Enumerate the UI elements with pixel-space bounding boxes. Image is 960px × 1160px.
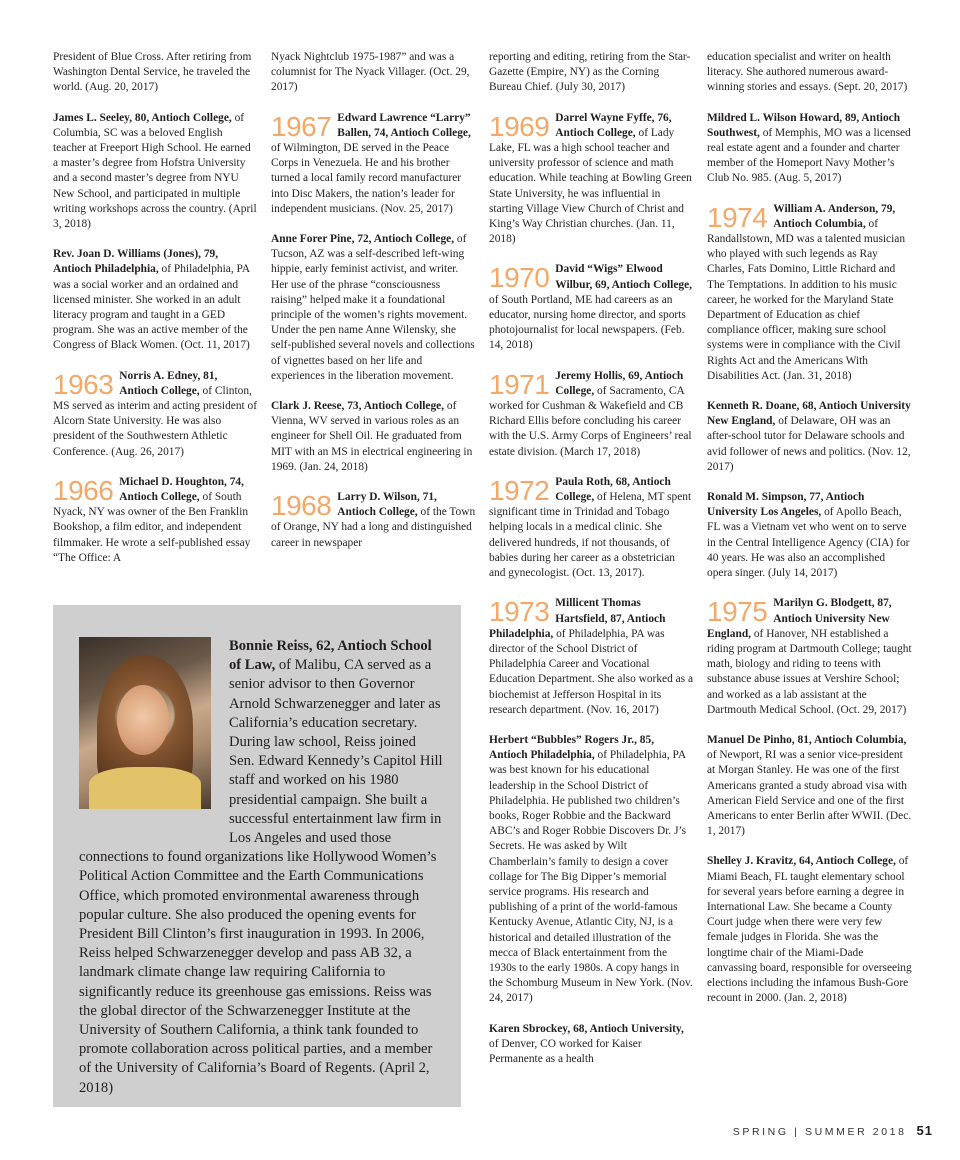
obituary-entry — [489, 1022, 694, 1068]
obituary-text: of South Portland, ME had careers as an educator, nursing home director, and sports photojournalist for local newspapers. (Feb. 14, 2018) — [489, 293, 686, 352]
obituary-name: Norris A. Edney, 81, Antioch College, — [119, 369, 218, 397]
obituary-entry — [271, 399, 476, 475]
obituary-text: of Sacramento, CA worked for Cushman & Wakefield and CB Richard Ellis before concluding his career with the U.S. Army Corps of Engineers’ real estate division. (March 17, 2018) — [489, 384, 692, 458]
obituary-text: of South Nyack, NY was owner of the Ben Franklin Bookshop, a film editor, and independent filmmaker. He wrote a self-published essay “The Office: A — [53, 491, 251, 564]
obituary-text: of Apollo Beach, FL was a Vietnam vet who went on to serve in the Central Intelligence Agency (CIA) for 40 years. He was also an accomplished opera singer. (July 14, 2017) — [707, 506, 910, 580]
obituary-text: of Helena, MT spent significant time in Trinidad and Tobago helping locals in a medical clinic. She delivered hundreds, if not thousands, of babies during her career as a obstetrician and gynecologist. (Oct. 13, 2017). — [489, 491, 692, 580]
obituary-entry — [707, 111, 912, 187]
obituary-entry — [53, 111, 258, 233]
obituary-text: of Philadelphia, PA was director of the School District of Philadelphia Career and Vocational Education Department. She also worked as a biochemist at Jefferson Hospital in its research department. (Nov. 16, 2017) — [489, 627, 694, 716]
obituary-name: Mildred L. Wilson Howard, 89, Antioch Southwest, — [707, 111, 901, 139]
obituary-name: Clark J. Reese, 73, Antioch College, — [271, 400, 445, 413]
obituary-name: Paula Roth, 68, Antioch College, — [555, 475, 671, 504]
obituary-entry — [53, 50, 258, 96]
obituary-text: of Lady Lake, FL was a high school teacher and university professor of science and math education. While teaching at Bowling Green State University, he was influential in starting Village View Church of Christ and King’s Way Christian churches. (Jan. 11, 2018) — [489, 126, 692, 246]
obituary-name: David “Wigs” Elwood Wilbur, 69, Antioch College, — [555, 263, 692, 291]
obituary-text: of Columbia, SC was a beloved English teacher at Freeport High School. He earned a master’s degree from Hofstra University and a second master’s degree from NYU New School, and participated in multiple writing workshops across the country. (April 3, 2018) — [53, 111, 257, 231]
obituary-name: Ronald M. Simpson, 77, Antioch University Los Angeles, — [707, 491, 865, 519]
obituary-text: of Newport, RI was a senior vice-president at Morgan Stanley. He was one of the first Americans granted a study abroad visa with American Field Service and one of the first Americans to enter Berlin after WWII. (Dec. 1, 2017) — [707, 749, 912, 838]
obituary-text: of Hanover, NH established a riding program at Dartmouth College; taught math, biology and riding to teens with substance abuse issues at Vershire School; and worked as a lab assistant at the Dartmouth Medical School. (Oct. 29, 2017) — [707, 627, 912, 716]
class-year: 1969 — [489, 110, 550, 142]
obituary-text: of the Town of Orange, NY had a long and distinguished career in newspaper — [271, 506, 476, 549]
obituary-name: Manuel De Pinho, 81, Antioch Columbia, — [707, 733, 907, 746]
obituary-entry — [707, 399, 912, 475]
class-year: 1973 — [489, 596, 550, 628]
obituary-entry — [489, 475, 694, 581]
obituary-entry — [707, 202, 912, 384]
column-3 — [489, 50, 694, 1082]
obituary-text: Nyack Nightclub 1975-1987” and was a columnist for The Nyack Villager. (Oct. 29, 2017) — [271, 51, 470, 94]
obituary-entry — [489, 596, 694, 718]
class-year: 1971 — [489, 368, 550, 400]
obituary-entry — [53, 247, 258, 353]
obituary-text: of Tucson, AZ was a self-described left-wing hippie, early feminist activist, and writer. Her use of the phrase “consciousness raising” helped make it a foundational principle of the women’s rights movement. Under the pen name Anne Wilensky, she self-published several novels and collections of vignettes based on her life and experiences in the liberation movement. — [271, 233, 475, 382]
featured-name: Bonnie Reiss, 62, Antioch School of Law, — [229, 638, 432, 674]
column-1 — [53, 50, 258, 581]
obituary-text: of Clinton, MS served as interim and acting president of Alcorn State University. He was also president of the Southwestern Athletic Conference. (Aug. 26, 2017) — [53, 384, 258, 458]
obituary-name: Karen Sbrockey, 68, Antioch University, — [489, 1022, 684, 1035]
obituary-entry — [707, 733, 912, 839]
obituary-name: Darrel Wayne Fyffe, 76, Antioch College, — [555, 111, 672, 139]
obituary-name: William A. Anderson, 79, Antioch Columbia, — [773, 202, 896, 230]
obituary-entry — [489, 111, 694, 248]
column-4 — [707, 50, 912, 1021]
obituary-entry — [271, 111, 476, 217]
obituary-entry — [271, 490, 476, 551]
obituary-name: James L. Seeley, 80, Antioch College, — [53, 111, 232, 124]
obituary-entry — [707, 596, 912, 718]
obituary-text: of Vienna, WV served in various roles as an engineer for Shell Oil. He graduated from MIT with an MS in electrical engineering in 1969. (Jan. 24, 2018) — [271, 400, 473, 473]
obituary-entry — [271, 232, 476, 384]
obituary-name: Kenneth R. Doane, 68, Antioch University New England, — [707, 400, 911, 428]
obituary-name: Herbert “Bubbles” Rogers Jr., 85, Antioch Philadelphia, — [489, 733, 655, 762]
featured-obituary-text — [79, 637, 445, 1098]
page-number: 51 — [916, 1123, 933, 1138]
obituary-name: Millicent Thomas Hartsfield, 87, Antioch Philadelphia, — [489, 597, 666, 640]
obituary-name: Marilyn G. Blodgett, 87, Antioch University New England, — [707, 597, 892, 640]
page-footer — [0, 1123, 933, 1138]
obituary-entry — [53, 475, 258, 566]
obituary-entry — [489, 50, 694, 96]
class-year: 1967 — [271, 110, 332, 142]
issue-label: SPRING | SUMMER 2018 — [732, 1126, 907, 1138]
obituary-entry — [489, 262, 694, 353]
obituary-entry — [271, 50, 476, 96]
obituary-text: of Delaware, OH was an after-school tutor for Delaware schools and avid follower of news and politics. (Nov. 12, 2017) — [707, 415, 911, 473]
obituary-entry — [53, 369, 258, 460]
class-year: 1968 — [271, 490, 332, 522]
obituary-text: of Denver, CO worked for Kaiser Permanente as a health — [489, 1037, 642, 1065]
obituary-entry — [707, 854, 912, 1006]
obituary-name: Jeremy Hollis, 69, Antioch College, — [555, 369, 684, 397]
obituary-text: education specialist and writer on health literacy. She authored numerous award-winning stories and essays. (Sept. 20, 2017) — [707, 51, 908, 94]
class-year: 1974 — [707, 201, 768, 233]
obituary-text: of Wilmington, DE served in the Peace Corps in Venezuela. He and his brother turned a local family record manufacturer into Disc Makers, the nation’s leader for independent musicians. (Nov. 25, 2017) — [271, 142, 462, 215]
obituary-text: of Philadelphia, PA was a social worker and an ordained and licensed minister. She worked in an adult literacy program and taught in a GED program. She was an active member of the Congress of Black Women. (Oct. 11, 2017) — [53, 263, 250, 352]
class-year: 1975 — [707, 596, 768, 628]
obituary-name: Larry D. Wilson, 71, Antioch College, — [337, 491, 437, 519]
obituary-name: Anne Forer Pine, 72, Antioch College, — [271, 233, 455, 246]
obituary-text: President of Blue Cross. After retiring from Washington Dental Service, he traveled the world. (Aug. 20, 2017) — [53, 51, 252, 94]
featured-body: of Malibu, CA served as a senior advisor to then Governor Arnold Schwarzenegger and later as California’s education secretary. During law school, Reiss joined Sen. Edward Kennedy’s Capitol Hill staff and worked on his 1980 presidential campaign. She built a successful entertainment law firm in Los Angeles and used those connections to found organizations like Hollywood Women’s Political Action Committee and the Earth Communications Office, which promoted environmental awareness through popular culture. She also produced the opening events for President Bill Clinton’s first inauguration in 1993. In 2006, Reiss helped Schwarzenegger develop and pass AB 32, a landmark climate change law requiring California to significantly reduce its greenhouse gas emissions. Reiss was the global director of the Schwarzenegger Institute at the University of Southern California, a think tank founded to promote collaboration across political parties, and a member of the University of California’s Board of Regents. (April 2, 2018) — [79, 657, 443, 1096]
obituary-entry — [489, 733, 694, 1007]
obituary-name: Shelley J. Kravitz, 64, Antioch College, — [707, 855, 896, 868]
class-year: 1963 — [53, 368, 114, 400]
class-year: 1966 — [53, 474, 114, 506]
column-2 — [271, 50, 476, 566]
obituary-entry — [707, 490, 912, 581]
obituary-name: Michael D. Houghton, 74, Antioch College, — [119, 475, 244, 504]
obituary-name: Rev. Joan D. Williams (Jones), 79, Antioch Philadelphia, — [53, 248, 219, 276]
obituary-name: Edward Lawrence “Larry” Ballen, 74, Antioch College, — [337, 111, 471, 139]
obituary-text: of Memphis, MO was a licensed real estate agent and a founder and charter member of the Homeport Navy Mother’s Club No. 985. (Aug. 5, 2017) — [707, 126, 911, 185]
class-year: 1970 — [489, 262, 550, 294]
obituary-text: of Miami Beach, FL taught elementary school for several years before earning a degree in International Law. She became a County Court judge when there were very few female judges in Florida. She was the longtime chair of the Miami-Dade canvassing board, responsible for overseeing elections including the infamous Bush-Gore recount in 2000. (Jan. 2, 2018) — [707, 855, 912, 1005]
featured-obituary-box — [53, 605, 461, 1107]
obituary-text: of Randallstown, MD was a talented musician who played with such legends as Ray Charles, Fats Domino, Little Richard and The Temptations. In addition to his music career, he worked for the Maryland State Department of Education as chief compliance officer, making sure school systems were in compliance with the Civil Rights Act and the Americans With Disabilities Act. (Jan. 31, 2018) — [707, 217, 906, 382]
obituary-entry — [707, 50, 912, 96]
obituary-text: reporting and editing, retiring from the Star-Gazette (Empire, NY) as the Corning Bureau Chief. (July 30, 2017) — [489, 51, 691, 94]
obituary-text: of Philadelphia, PA was best known for his educational leadership in the School District of Philadelphia. He published two children’s books, Roger Robbie and the Backward ABC’s and Roger Robbie Discovers Dr. J’s Secrets. He was asked by Wilt Chamberlain’s family to design a cover collage for The Big Dipper’s memorial service programs. His research and publishing of a print of the world-famous Kentucky Avenue, Atlantic City, NJ, is a historical and detailed illustration of the mecca of Black entertainment from the 1930s to the early 1980s. A copy hangs in the Schomburg Museum in New York. (Nov. 24, 2017) — [489, 749, 693, 1005]
obituary-entry — [489, 369, 694, 460]
class-year: 1972 — [489, 474, 550, 506]
